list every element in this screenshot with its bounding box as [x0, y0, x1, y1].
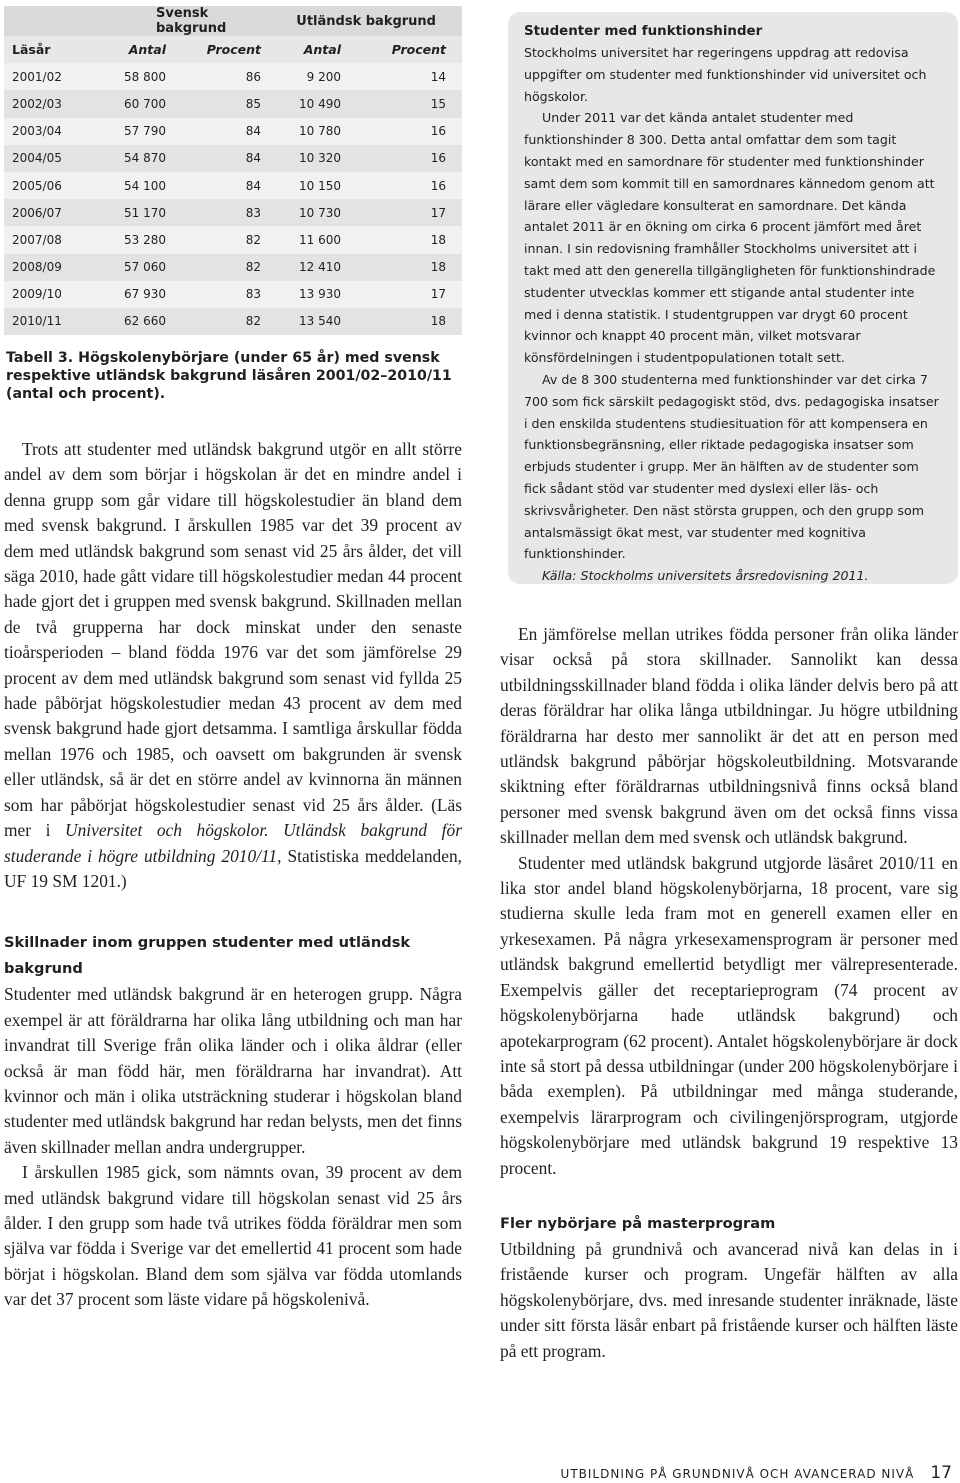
table-row: 2001/02 58 800 86 9 200 14: [4, 63, 462, 90]
box-paragraph: Stockholms universitet har regeringens uppdrag att redovisa uppgifter om studenter med funktionshinder vid universitet och högskolor.: [524, 45, 927, 104]
box-title: Studenter med funktionshinder: [524, 24, 763, 39]
table-caption: Tabell 3. Högskolenybörjare (under 65 år) med svensk respektive utländsk bakgrund läsåren 2001/02–2010/11 (antal och procent).: [6, 350, 452, 403]
group-header-svensk: Svensk bakgrund: [96, 6, 261, 36]
table-row: 2004/05 54 870 84 10 320 16: [4, 145, 462, 172]
data-table: [4, 6, 462, 335]
body-paragraph: I årskullen 1985 gick, som nämnts ovan, 39 procent av dem med utländsk bakgrund vidare till högskolan senast vid 25 års ålder. I den grupp som hade två utrikes födda föräldrar men som själva var födda i Sverige var det emellertid 41 procent som hade börjat i högskolan. Bland dem som själva var födda utomlands var det 37 procent som läste vidare på högskolenivå.: [4, 1162, 462, 1310]
reference-title: Universitet och högskolor. Utländsk bakgrund för studerande i högre utbildning 2010/11,: [4, 820, 462, 866]
section-heading: Fler nybörjare på masterprogram: [500, 1214, 776, 1232]
table-row: 2008/09 57 060 82 12 410 18: [4, 254, 462, 281]
table-body: [4, 63, 462, 335]
col-header-antal: Antal: [261, 36, 341, 63]
running-title: UTBILDNING PÅ GRUNDNIVÅ OCH AVANCERAD NIVÅ: [560, 1467, 915, 1481]
page-footer: [561, 1463, 952, 1483]
body-paragraph: Utbildning på grundnivå och avancerad nivå kan delas in i fristående kurser och program. Ungefär hälften av alla högskolenybörjare, dvs. med inresande studenter inräknade, läste under sitt första läsår enbart på fristående kurser och hälften läste på ett program.: [500, 1238, 958, 1361]
body-paragraph: Studenter med utländsk bakgrund är en heterogen grupp. Några exempel är att föräldrarna har olika lång utbildning och man har invandrat till Sverige från olika länder och i olika åldrar (eller också är man född här, men föräldrarna har invandrat). Att kvinnor och män i olika utsträckning studerar i högskolan bland studenter med utländsk bakgrund har redan belysts, men det finns även skillnader mellan andra undergrupper.: [4, 984, 462, 1157]
box-paragraph: Under 2011 var det kända antalet studenter med funktionshinder 8 300. Detta antal omfattar dem som tagit kontakt med en samordnare för studenter med funktionshinder samt dem som kommit till en samordnares kännedom genom att lärare eller vägledare konsulterat en samordnare. Det kända antalet 2011 är en ökning om cirka 6 procent jämfört med året innan. I sin redovisning framhåller Stockholms universitet att i takt med att den generella tillgängligheten för funktionshindrade studenter utvecklas kommer ett stigande antal studenter inte med i denna statistik. I studentgruppen var drygt 60 procent kvinnor och knappt 40 procent män, vilket motsvarar könsfördelningen i studentpopulationen totalt sett.: [524, 110, 936, 366]
box-paragraph: Av de 8 300 studenterna med funktionshinder var det cirka 7 700 som fick särskilt pedagogiskt stöd, dvs. pedagogiska insatser i den enskilda studentens studiesituation för att kompensera en funktionsbegränsning, eller riktade pedagogiska insatser som erbjuds studenter i grupp. Mer än hälften av de studenter som fick sådant stöd var studenter med dyslexi eller läs- och skrivsvårigheter. Den näst största gruppen, och den grupp som antalsmässigt ökat mest, var studenter med kognitiva funktionshinder.: [524, 371, 939, 562]
section-heading: Skillnader inom gruppen studenter med utländsk bakgrund: [4, 934, 411, 978]
table-row: 2009/10 67 930 83 13 930 17: [4, 281, 462, 308]
left-column: [4, 437, 462, 1313]
table-row: 2010/11 62 660 82 13 540 18: [4, 308, 462, 335]
table-row: 2005/06 54 100 84 10 150 16: [4, 172, 462, 199]
col-header-procent: Procent: [341, 36, 462, 63]
sidebar-box: [508, 12, 958, 584]
right-column: [500, 622, 958, 1364]
table-row: 2006/07 51 170 83 10 730 17: [4, 199, 462, 226]
table-row: 2007/08 53 280 82 11 600 18: [4, 226, 462, 253]
table-3: [4, 6, 462, 403]
body-paragraph: Trots att studenter med utländsk bakgrund utgör en allt större andel av dem som börjar i högskolan är det en mindre andel i denna grupp som går vidare till högskolestudier än bland dem med svensk bakgrund. I årskullen 1985 var det 39 procent av dem med utländsk bakgrund som senast vid 25 års ålder, det vill säga 2010, hade gått vidare till högskolestudier medan 44 procent hade gjort det i gruppen med svensk bakgrund. Skillnaden mellan de två grupperna har dock minskat under den senaste tioårsperioden – bland födda 1976 var det som jämförelse 29 procent av dem med utländsk bakgrund som senast vid fyllda 25 hade påbörjat högskolestudier medan 43 procent av dem med svensk bakgrund hade gjort detsamma. I samtliga årskullar födda mellan 1976 och 1985, och oavsett om bakgrunden är svensk eller utländsk, så är det en större andel av kvinnorna än männen som har påbörjat högskolestudier senast vid 25 års ålder. (Läs mer i Universitet och högskolor. Utländsk bakgrund för studerande i högre utbildning 2010/11, Statistiska meddelanden, UF 19 SM 1201.): [4, 439, 462, 891]
table-row: 2002/03 60 700 85 10 490 15: [4, 90, 462, 117]
page-number: 17: [930, 1463, 952, 1483]
col-header-antal: Antal: [96, 36, 166, 63]
col-header-procent: Procent: [166, 36, 261, 63]
body-paragraph: En jämförelse mellan utrikes födda personer från olika länder visar också på stora skillnader. Sannolikt kan dessa utbildningsskillnader bland födda i olika länder delvis bero på att deras föräldrar har olika långa utbildningar. Ju högre utbildning föräldrarna har desto mer sannolikt är det att en person med utländsk bakgrund påbörjar högskoleutbildning. Motsvarande skiktning efter föräldrarnas utbildningsnivå finns också bland personer med svensk bakgrund även om det också finns vissa skillnader mellan dem med svensk och utländsk bakgrund.: [500, 624, 958, 848]
col-header-lasar: Läsår: [4, 36, 96, 63]
box-source: Källa: Stockholms universitets årsredovisning 2011.: [542, 568, 869, 584]
body-paragraph: Studenter med utländsk bakgrund utgjorde läsåret 2010/11 en lika stor andel bland högskolenybörjarna, 18 procent, vare sig studierna skulle leda fram mot en generell examen eller en yrkesexamen. På några yrkesexamensprogram är personer med utländsk bakgrund emellertid betydligt mer välrepresenterade. Exempelvis gäller det receptarieprogram (74 procent av högskolenybörjarna hade utländsk bakgrund) och apotekarprogram (62 procent). Antalet högskolenybörjare är dock inte så stort på dessa utbildningar (under 200 högskolenybörjare i båda exemplen). På utbildningar med många studerande, exempelvis lärarprogram och civilingenjörsprogram, utgjorde högskolenybörjare med utländsk bakgrund 19 respektive 13 procent.: [500, 852, 958, 1178]
group-header-utlandsk: Utländsk bakgrund: [261, 6, 462, 36]
table-row: 2003/04 57 790 84 10 780 16: [4, 118, 462, 145]
